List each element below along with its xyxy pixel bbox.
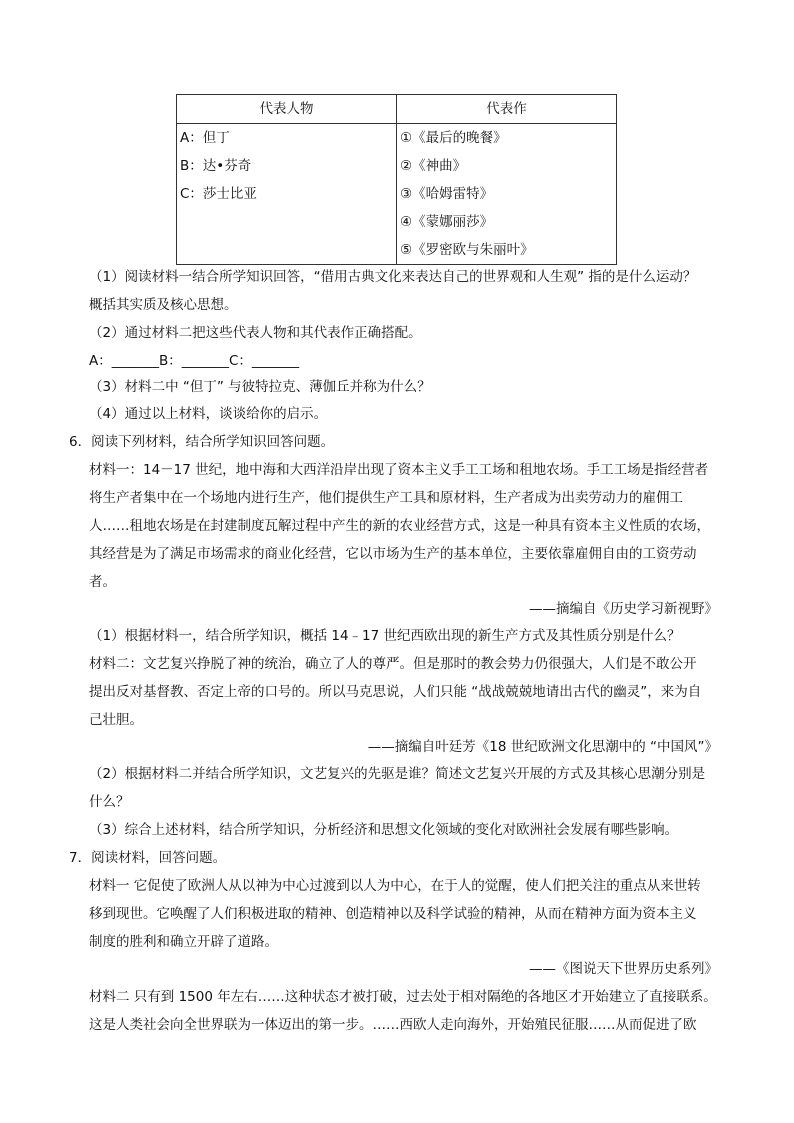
question-heading: 7．阅读材料，回答问题。 [69,850,227,866]
material-line: 材料二：文艺复兴挣脱了神的统治，确立了人的尊严。但是那时的教会势力仍很强大，人们是不敢公开 [89,656,697,672]
question-heading: 6．阅读下列材料，结合所学知识回答问题。 [69,434,335,450]
material-line: 其经营是为了满足市场需求的商业化经营，它以市场为生产的基本单位，主要依靠雇佣自由的工资劳动 [89,546,697,562]
matching-table [176,94,617,265]
material-line: 将生产者集中在一个场地内进行生产，他们提供生产工具和原材料，生产者成为出卖劳动力的雇佣工 [89,490,683,506]
source-citation: ——摘编自《历史学习新视野》 [529,601,718,617]
work-item: ②《神曲》 [400,158,467,174]
material-line: 材料一：14－17 世纪，地中海和大西洋沿岸出现了资本主义手工工场和租地农场。手工工场是指经营者 [89,462,709,478]
source-citation: ——《图说天下世界历史系列》 [529,961,718,977]
person-item: C：莎士比亚 [180,186,257,202]
material-line: 材料二 只有到 1500 年左右……这种状态才被打破，过去处于相对隔绝的各地区才开始建立了直接联系。 [89,989,717,1005]
person-item: B：达•芬奇 [180,158,252,174]
question-line: （4）通过以上材料，谈谈给你的启示。 [89,406,328,422]
work-item: ③《哈姆雷特》 [400,186,494,202]
material-line: 人……租地农场是在封建制度瓦解过程中产生的新的农业经营方式，这是一种具有资本主义性质的农场， [89,518,710,534]
answer-blanks: A：_______B：_______C：_______ [89,353,300,369]
material-line: 制度的胜利和确立开辟了道路。 [89,934,278,950]
question-line: （3）材料二中 “但丁” 与彼特拉克、薄伽丘并称为什么？ [89,379,431,395]
question-line: 概括其实质及核心思想。 [89,297,238,313]
work-item: ④《蒙娜丽莎》 [400,214,494,230]
question-line: （1）阅读材料一结合所学知识回答，“借用古典文化来表达自己的世界观和人生观” 指的是什么运动？ [89,269,697,285]
work-item: ⑤《罗密欧与朱丽叶》 [400,242,534,258]
question-line: （2）根据材料二并结合所学知识，文艺复兴的先驱是谁？简述文艺复兴开展的方式及其核心思潮分别是 [89,766,706,782]
material-line: 提出反对基督教、否定上帝的口号的。所以马克思说，人们只能 “战战兢兢地请出古代的幽灵”，来为自 [89,684,702,700]
material-line: 者。 [89,574,116,590]
table-header-people: 代表人物 [177,95,397,124]
material-line: 己壮胆。 [89,712,143,728]
material-line: 材料一 它促使了欧洲人从以神为中心过渡到以人为中心，在于人的觉醒，使人们把关注的重点从来世转 [89,878,701,894]
question-line: 什么？ [89,794,130,810]
material-line: 这是人类社会向全世界联为一体迈出的第一步。……西欧人走向海外，开始殖民征服……从而促进了欧 [89,1017,697,1033]
work-item: ①《最后的晚餐》 [400,130,507,146]
table-header-works: 代表作 [397,95,617,124]
works-cell [397,124,617,265]
question-line: （1）根据材料一，结合所学知识，概括 14﹣17 世纪西欧出现的新生产方式及其性质分别是什么？ [89,628,681,644]
material-line: 移到现世。它唤醒了人们积极进取的精神、创造精神以及科学试验的精神，从而在精神方面为资本主义 [89,906,697,922]
question-line: （2）通过材料二把这些代表人物和其代表作正确搭配。 [89,325,422,341]
question-line: （3）综合上述材料，结合所学知识，分析经济和思想文化领域的变化对欧洲社会发展有哪些影响。 [89,822,679,838]
source-citation: ——摘编自叶廷芳《18 世纪欧洲文化思潮中的 “中国风”》 [367,739,718,755]
person-item: A：但丁 [180,130,230,146]
people-cell [177,124,397,265]
